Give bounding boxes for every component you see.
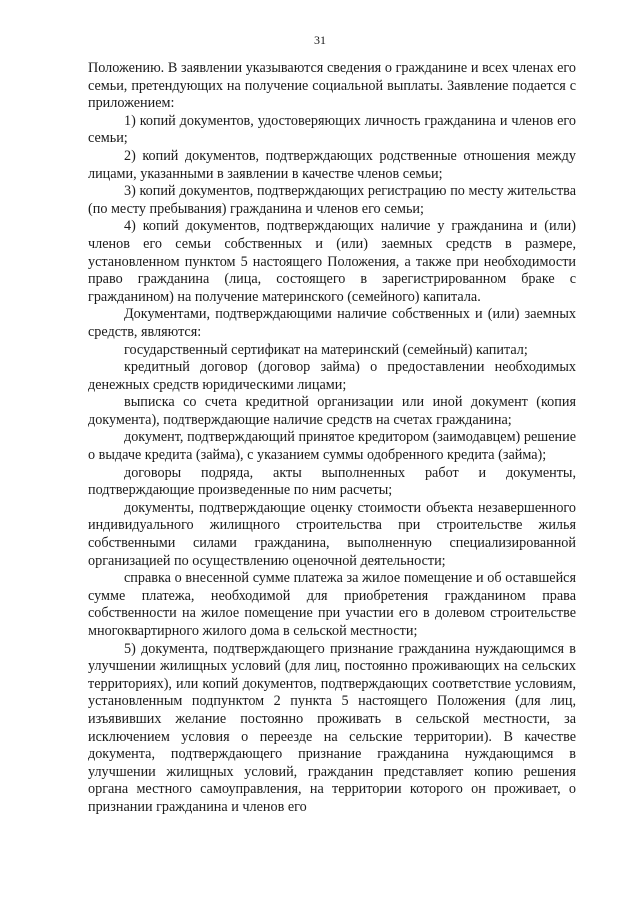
paragraph-valuation: документы, подтверждающие оценку стоимости объекта незавершенного индивидуального жилищного строительства при строительстве жилья собственными силами гражданина, выполненную специализированной организацией по осуществлению оценочной деятельности;	[88, 499, 576, 569]
paragraph-item-4: 4) копий документов, подтверждающих наличие у гражданина и (или) членов его семьи собственных и (или) заемных средств в размере, установленном пунктом 5 настоящего Положения, а также при необходимости право гражданина (лица, состоящего в зарегистрированном браке с гражданином) на получение материнского (семейного) капитала.	[88, 218, 576, 305]
page-number: 31	[314, 33, 326, 47]
paragraph-contracts: договоры подряда, акты выполненных работ и документы, подтверждающие произведенные по ним расчеты;	[88, 464, 576, 499]
paragraph-credit-agreement: кредитный договор (договор займа) о предоставлении необходимых денежных средств юридическими лицами;	[88, 359, 576, 393]
paragraph-creditor-decision: документ, подтверждающий принятое кредитором (заимодавцем) решение о выдаче кредита (займа), с указанием суммы одобренного кредита (займа);	[88, 429, 576, 464]
paragraph-item-1: 1) копий документов, удостоверяющих личность гражданина и членов его семьи;	[88, 112, 576, 147]
paragraph-payment-certificate: справка о внесенной сумме платежа за жилое помещение и об оставшейся сумме платежа, необходимой для приобретения гражданином права собственности на жилое помещение при участии его в долевом строительстве многоквартирного жилого дома в сельской местности;	[88, 570, 576, 639]
paragraph-documents-intro: Документами, подтверждающими наличие собственных и (или) заемных средств, являются:	[88, 306, 576, 340]
paragraph-item-2: 2) копий документов, подтверждающих родственные отношения между лицами, указанными в заявлении в качестве членов семьи;	[88, 147, 576, 182]
paragraph-bank-statement: выписка со счета кредитной организации или иной документ (копия документа), подтверждающие наличие средств на счетах гражданина;	[88, 394, 576, 428]
paragraph-continuation: Положению. В заявлении указываются сведения о гражданине и всех членах его семьи, претендующих на получение социальной выплаты. Заявление подается с приложением:	[88, 60, 576, 112]
document-body	[88, 60, 576, 817]
paragraph-item-3: 3) копий документов, подтверждающих регистрацию по месту жительства (по месту пребывания) гражданина и членов его семьи;	[88, 183, 576, 217]
paragraph-item-5: 5) документа, подтверждающего признание гражданина нуждающимся в улучшении жилищных условий (для лиц, постоянно проживающих на сельских территориях), или копий документов, подтверждающих соответствие условиям, установленным подпунктом 2 пункта 5 настоящего Положения (для лиц, изъявивших желание постоянно проживать в сельской местности, за исключением условия о переезде на сельские территории). В качестве документа, подтверждающего признание гражданина нуждающимся в улучшении жилищных условий, гражданин представляет копию решения органа местного самоуправления, на территории которого он проживает, о признании гражданина и членов его	[88, 640, 576, 815]
paragraph-certificate: государственный сертификат на материнский (семейный) капитал;	[124, 341, 528, 358]
